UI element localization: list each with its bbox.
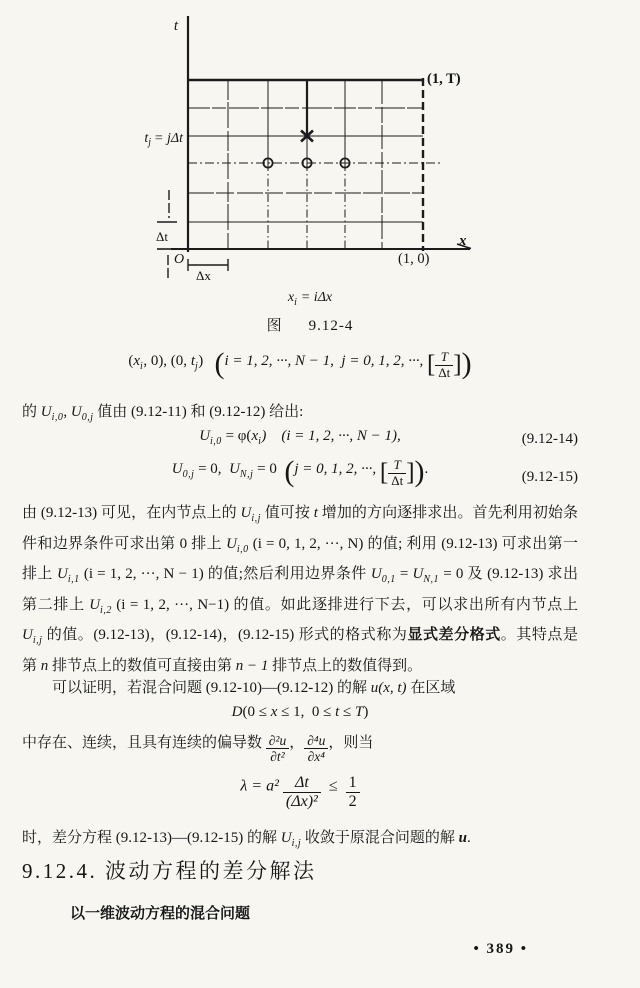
paragraph-convergence-conclusion: 时，差分方程 (9.12-13)—(9.12-15) 的解 $U_{i,j}$ 收敛于原混合问题的解 u. — [22, 830, 471, 849]
delta-t-label: Δt — [156, 229, 168, 244]
x-axis-label: x — [459, 233, 467, 249]
origin-label: O — [174, 252, 185, 267]
row-label: $t_j = j\Delta t$ — [144, 131, 183, 148]
delta-x-label: Δx — [196, 268, 211, 283]
figure-caption-formula: $x_i = i\Delta x$ — [287, 290, 333, 308]
values-intro-line: 的 $U_{i,0}$, $U_{0,j}$ 值由 (9.12-11) 和 (9.12-12) 给出: — [22, 404, 304, 423]
mesh-points-formula: ($x_i$, 0), (0, $t_j$) (i = 1, 2, ···, N − 1, j = 0, 1, 2, ···, [ $\frac{T}{\Delta t}$ ]) — [128, 347, 472, 380]
lambda-condition-formula: λ = a² $\frac{\Delta t}{\text{(Δx)²}}$ ≤ $\frac{1}{2}$ — [22, 774, 578, 811]
corner-top-label: (1, T) — [427, 71, 461, 87]
paragraph-convergence-intro: 可以证明，若混合问题 (9.12-10)—(9.12-12) 的解 u(x, t) 在区域 — [52, 680, 456, 696]
equation-number: (9.12-15) — [521, 469, 578, 485]
grid-figure — [0, 0, 640, 288]
paragraph-explicit-scheme: 由 (9.12-13) 可见，在内节点上的 $U_{i,j}$ 值可按 t 增加的方向逐排求出。首先利用初始条件和边界条件可求出第 0 排上 $U_{i,0}$ (i = 0, 1, 2, ···, N) 的值; 利用 (9.12-13) 可求出第一排上 $U_{i,1}$ (i = 1, 2, ···, N − 1) 的值;然后利用边界条件 $U_{0,1} = U_{N,1} = 0$ 及 (9.12-13) 求出第二排上 $U_{i,2}$ (i = 1, 2, ···, N−1) 的值。如此逐排进行下去，可以求出所有内节点上 $U_{i,j}$ 的值。(9.12-13)，(9.12-14)，(9.12-15) 形式的格式称为显式差分格式。其特点是第 n 排节点上的数值可直接由第 n − 1 排节点上的数值得到。 — [22, 505, 578, 674]
t-axis-label: t — [173, 18, 178, 34]
page-number: • 389 • — [473, 941, 528, 957]
grid-lines — [188, 78, 440, 251]
figure-caption: 图 9.12-4 — [266, 318, 354, 334]
equation-9-12-14: $U_{i,0} = \varphi(x_i)$ (i = 1, 2, ···, N − 1), (9.12-14) — [199, 428, 578, 447]
domain-formula: D(0 ≤ x ≤ 1, 0 ≤ t ≤ T) — [231, 704, 369, 720]
section-subheading: 以一维波动方程的混合问题 — [70, 906, 251, 922]
paragraph-derivative-condition: 中存在、连续，且具有连续的偏导数 $\frac{\text{∂²u}}{\text{∂t²}}$ ， $\frac{\text{∂⁴u}}{\text{∂x⁴}}$ ，则当 — [22, 733, 374, 765]
axes — [171, 16, 471, 252]
figure-labels — [144, 18, 467, 283]
corner-bottom-label: (1, 0) — [398, 251, 430, 267]
section-heading: 9.12.4. 波动方程的差分解法 — [22, 859, 317, 883]
equation-number: (9.12-14) — [521, 431, 578, 447]
bold-term-explicit-difference-scheme: 显式差分格式 — [407, 627, 501, 644]
equation-9-12-15: $U_{0,j} = 0$, $U_{N,j} = 0$ (j = 0, 1, 2, ···, [ $\frac{T}{\Delta t}$ ]). (9.12-15) — [171, 455, 578, 488]
